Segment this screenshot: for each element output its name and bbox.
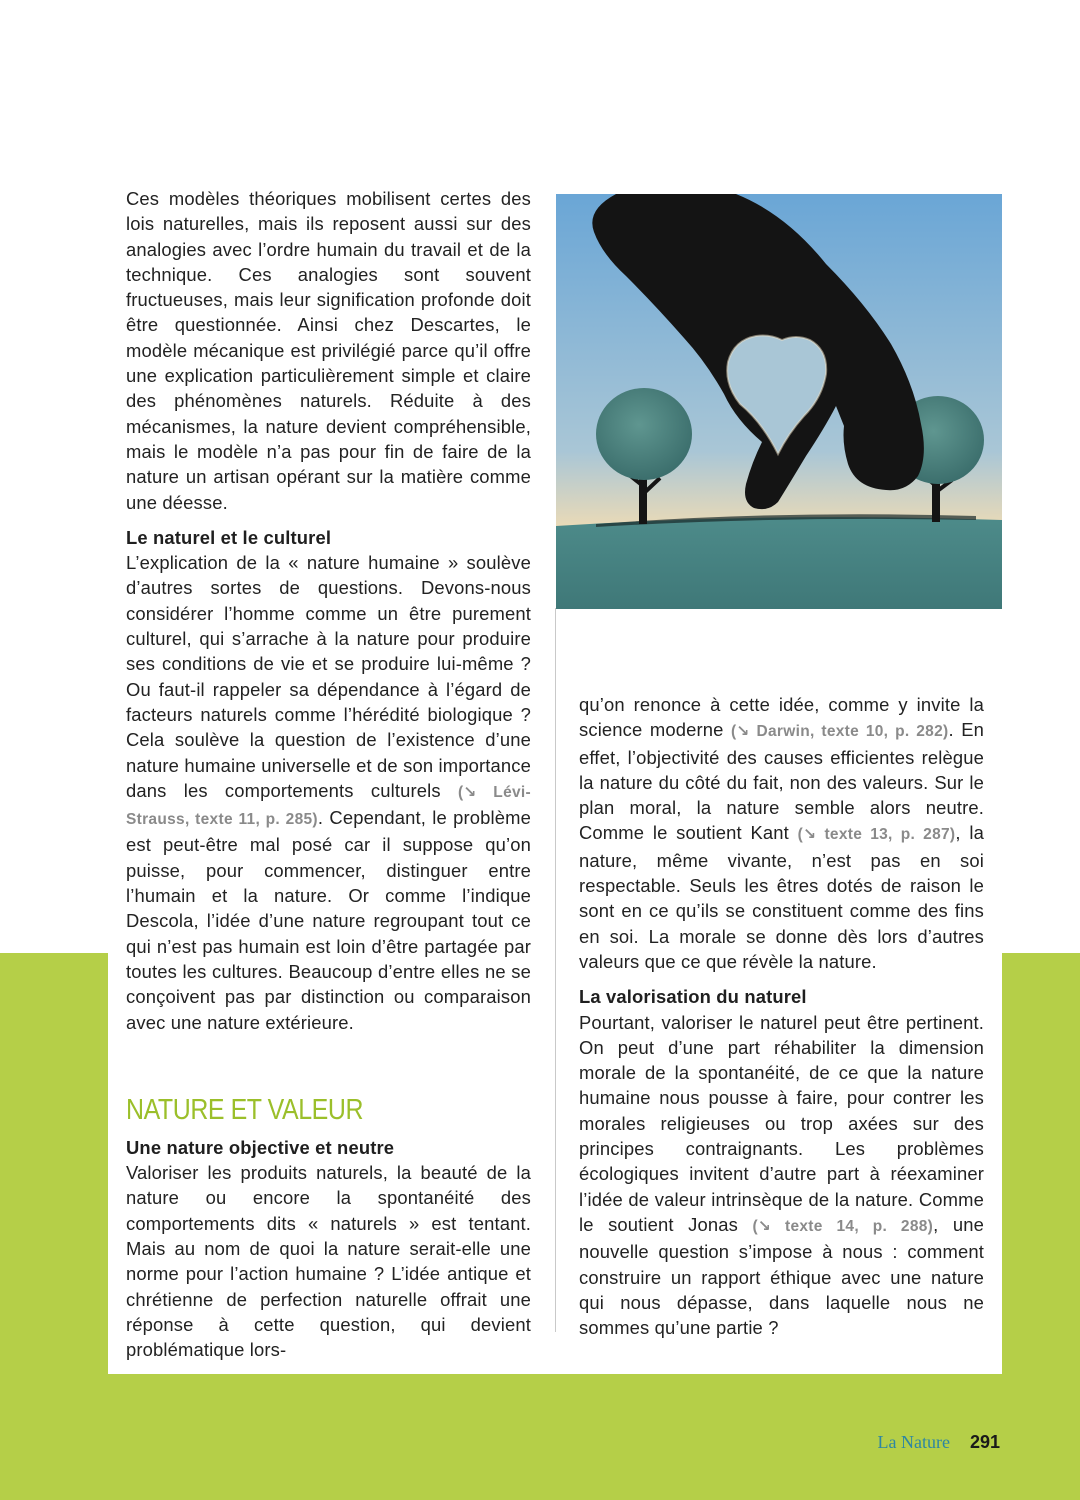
- intro-paragraph: Ces modèles théoriques mobilisent certes des lois naturelles, mais ils reposent aussi sur des analogies avec l’ordre humain du travail et de la technique. Ces analogies sont souvent fructueuses, mais leur signification profonde doit être questionnée. Ainsi chez Descartes, le modèle mécanique est privilégié parce qu’il offre une explication particulièrement simple et claire des phénomènes naturels. Réduite à des mécanismes, la nature devient compréhensible, mais le modèle n’a pas pour fin de faire de la nature un artisan opérant sur la matière comme une déesse.: [126, 188, 531, 513]
- reference-levi-strauss[interactable]: (↘ Lévi-Strauss, texte 11, p. 285): [126, 783, 531, 829]
- reference-darwin[interactable]: (↘ Darwin, texte 10, p. 282): [730, 723, 949, 741]
- right-p2-b: , une nouvelle question s’impose à nous : comment construire un rapport éthique avec une nature qui nous dépasse, dans laquelle nous ne sommes qu’une partie ?: [579, 1213, 984, 1339]
- right-column: [579, 692, 984, 1340]
- right-p1-a: qu’on renonce à cette idée, comme y invite la science moderne: [579, 694, 984, 741]
- footer-section-name: La Nature: [877, 1432, 950, 1452]
- paragraph-2-end: . Cependant, le problème est peut-être mal posé car il suppose qu’on puisse, pour commencer, distinguer entre l’humain et la nature. Or comme l’indique Descola, l’idée d’une nature regroupant tout ce qui n’est pas humain est loin d’être partagée par toutes les cultures. Beaucoup d’entre elles ne se conçoivent pas par distinction ou comparaison avec une nature extérieure.: [126, 807, 531, 1033]
- subheading-naturel-culturel: Le naturel et le culturel: [126, 526, 332, 548]
- right-p2-a: Pourtant, valoriser le naturel peut être pertinent. On peut d’une part réhabiliter la dimension morale de la spontanéité, de ce que la nature humaine nous pousse à faire, pour contrer les morales religieuses ou trop axées sur des principes contraignants. Les problèmes écologiques invitent d’autre part à réexaminer l’idée de valeur intrinsèque de la nature. Comme le soutient Jonas: [579, 1011, 984, 1235]
- paragraph-naturel-culturel: [126, 550, 531, 1035]
- page-number: 291: [969, 1432, 1000, 1452]
- reference-jonas[interactable]: (↘ texte 14, p. 288): [752, 1217, 934, 1235]
- paragraph-valorisation: [579, 1010, 984, 1341]
- subheading-nature-objective: Une nature objective et neutre: [126, 1136, 395, 1158]
- reference-kant[interactable]: (↘ texte 13, p. 287): [797, 826, 956, 844]
- page-footer: [877, 1432, 1000, 1453]
- column-divider: [555, 608, 556, 1332]
- right-p1-c: , la nature, même vivante, n’est pas en soi respectable. Seuls les êtres dotés de raison le sont en ce qu’ils se constituent comme des fins en soi. La morale se donne dès lors d’autres valeurs que ce que révèle la nature.: [579, 822, 984, 972]
- paragraph-science-moderne: [579, 692, 984, 974]
- paragraph-2-start: L’explication de la « nature humaine » soulève d’autres sortes de questions. Devons-nous considérer l’homme comme un être purement culturel, qui s’arrache à la nature pour produire ses conditions de vie et se produire lui-même ? Ou faut-il rappeler sa dépendance à l’égard de facteurs naturels comme l’hérédité biologique ? Cela soulève la question de l’existence d’une nature humaine universelle et de son importance dans les comportements culturels: [126, 552, 531, 801]
- subheading-valorisation: La valorisation du naturel: [579, 986, 807, 1008]
- left-column: [126, 186, 531, 1362]
- hand-picking-tree-illustration: [556, 194, 1002, 609]
- right-p1-b: . En effet, l’objectivité des causes efficientes relègue la nature du côté du fait, non des valeurs. Sur le plan moral, la nature semble alors neutre. Comme le soutient Kant: [579, 719, 984, 844]
- section-title: NATURE ET VALEUR: [126, 1093, 364, 1126]
- paragraph-nature-objective: Valoriser les produits naturels, la beauté de la nature ou encore la spontanéité des comportements dits « naturels » est tentant. Mais au nom de quoi la nature serait-elle une norme pour l’action humaine ? L’idée antique et chrétienne de perfection naturelle offrait une réponse à cette question, qui devient problématique lors-: [126, 1162, 531, 1361]
